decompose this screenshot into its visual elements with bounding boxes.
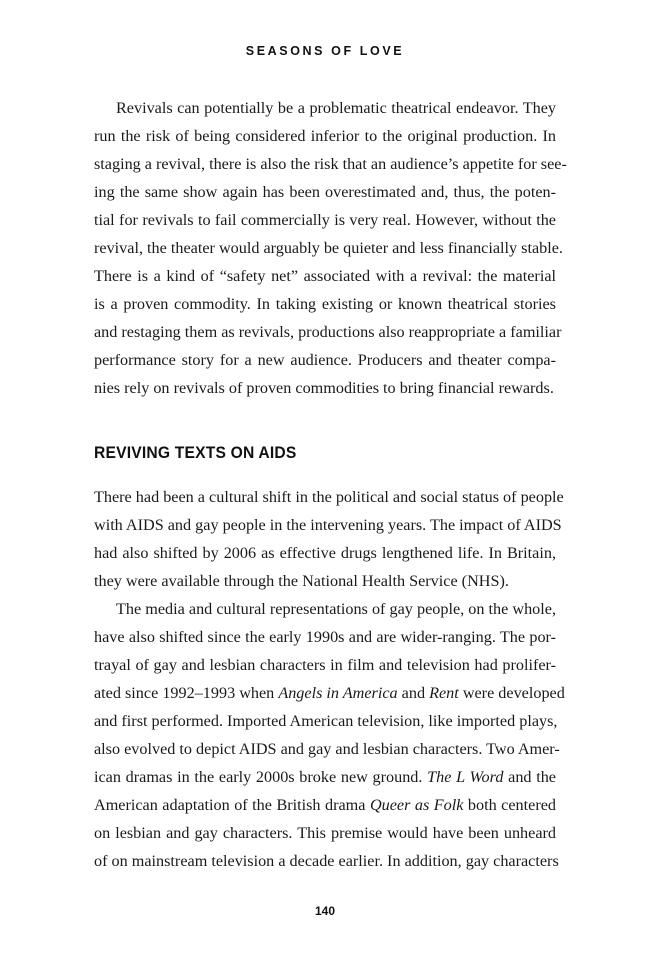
text-line: they were available through the National Health Service (NHS). [94, 572, 509, 590]
text-run: ican dramas in the early 2000s broke new ground. [94, 768, 428, 786]
text-run: and [397, 684, 430, 702]
text-line: revival, the theater would arguably be quieter and less financially stable. [94, 239, 563, 257]
text-line: The media and cultural representations of gay people, on the whole, [116, 600, 556, 618]
text-line: and restaging them as revivals, productions also reappropriate a familiar [94, 323, 562, 341]
text-line: also evolved to depict AIDS and gay and lesbian characters. Two Amer- [94, 740, 560, 758]
running-head: SEASONS OF LOVE [245, 44, 405, 58]
paragraph-revivals [94, 94, 567, 402]
text-run: were developed [458, 684, 565, 702]
text-line [94, 791, 556, 819]
text-line: on lesbian and gay characters. This premise would have been unheard [94, 824, 556, 842]
text-line: of on mainstream television a decade earlier. In addition, gay characters [94, 852, 559, 870]
text-line: run the risk of being considered inferior to the original production. In [94, 127, 556, 145]
text-line [94, 679, 565, 707]
text-line [94, 763, 556, 791]
text-line: performance story for a new audience. Producers and theater compa- [94, 351, 556, 369]
paragraph-media-representations [94, 595, 565, 875]
text-line: nies rely on revivals of proven commodities to bring financial rewards. [94, 379, 554, 397]
text-line: ing the same show again has been overestimated and, thus, the poten- [94, 183, 556, 201]
text-line: staging a revival, there is also the risk that an audience’s appetite for see- [94, 155, 567, 173]
text-line: trayal of gay and lesbian characters in film and television had prolifer- [94, 656, 556, 674]
section-body [94, 483, 565, 875]
text-line: is a proven commodity. In taking existing or known theatrical stories [94, 295, 556, 313]
work-title-queer-as-folk: Queer as Folk [369, 796, 464, 814]
text-line: There is a kind of “safety net” associated with a revival: the material [94, 267, 556, 285]
text-line: have also shifted since the early 1990s and are wider-ranging. The por- [94, 628, 556, 646]
text-run: and the [503, 768, 556, 786]
work-title-the-l-word: The L Word [427, 768, 504, 786]
text-line: and first performed. Imported American television, like imported plays, [94, 712, 558, 730]
text-line: with AIDS and gay people in the intervening years. The impact of AIDS [94, 516, 562, 534]
text-run: ated since 1992–1993 when [94, 684, 279, 702]
work-title-rent: Rent [429, 684, 459, 702]
text-line: had also shifted by 2006 as effective drugs lengthened life. In Britain, [94, 544, 556, 562]
text-line: tial for revivals to fail commercially is very real. However, without the [94, 211, 556, 229]
paragraph-cultural-shift [94, 483, 564, 595]
page-number: 140 [314, 904, 336, 918]
text-run: American adaptation of the British drama [94, 796, 370, 814]
text-line: There had been a cultural shift in the political and social status of people [94, 488, 564, 506]
work-title-angels-in-america: Angels in America [278, 684, 398, 702]
text-line: Revivals can potentially be a problematic theatrical endeavor. They [116, 99, 556, 117]
text-run: both centered [463, 796, 556, 814]
section-heading: REVIVING TEXTS ON AIDS [94, 443, 297, 462]
